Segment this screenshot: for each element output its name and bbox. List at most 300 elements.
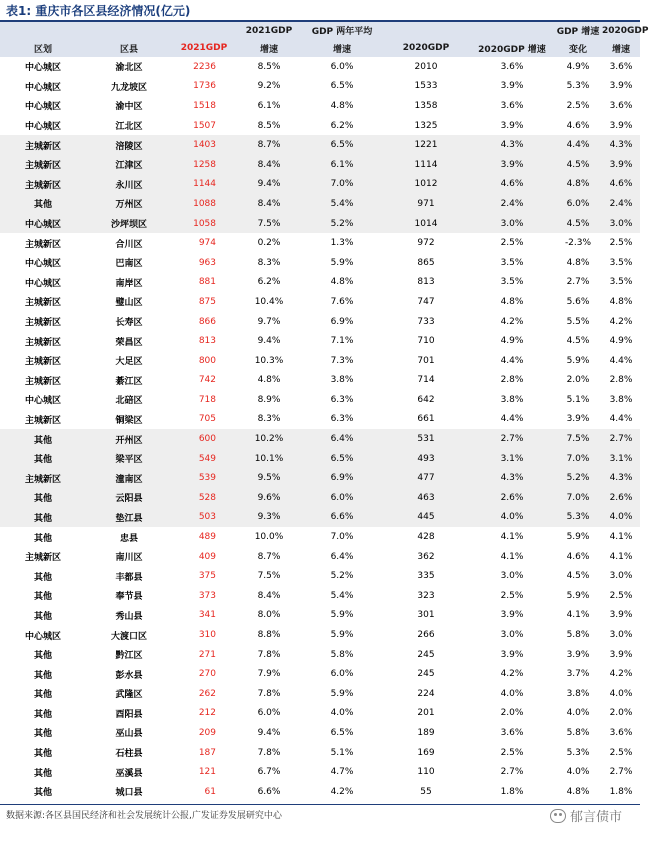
avg2y-cell: 5.4% (302, 194, 382, 214)
growth2020-cell: 4.9% (500, 336, 524, 347)
change-cell: 2.5% (566, 100, 590, 111)
growth2020-cell: 2.7% (500, 767, 524, 778)
header-growth2021: 增速 (259, 44, 278, 55)
region-cell: 其他 (33, 729, 52, 740)
region-cell: 主城新区 (24, 415, 61, 426)
g2020b-cell: 4.1% (609, 551, 633, 562)
change-cell: 5.6% (566, 296, 590, 307)
gdp2020-cell: 1014 (382, 214, 470, 234)
avg2y-cell: 6.0% (330, 61, 354, 72)
growth2020-cell: 2.5% (500, 747, 524, 758)
header-cell: 2021GDP (245, 25, 293, 36)
gdp2020-cell: 493 (382, 449, 470, 469)
growth2021-cell: 7.8% (257, 688, 281, 699)
gdp2020-cell: 2010 (414, 61, 438, 72)
change-cell: 4.8% (566, 257, 590, 268)
region-cell: 中心城区 (24, 278, 61, 289)
g2020b-cell: 3.9% (609, 610, 633, 621)
table-row (0, 410, 640, 430)
g2020b-cell: 3.0% (609, 571, 633, 582)
region-cell: 其他 (0, 449, 86, 469)
change-cell: 3.9% (566, 414, 590, 425)
table-number: 表1: (6, 4, 32, 18)
growth2021-cell: 10.2% (236, 429, 302, 449)
avg2y-cell: 3.8% (330, 375, 354, 386)
avg2y-cell: 4.2% (330, 786, 354, 797)
gdp2020-cell: 201 (417, 708, 435, 719)
g2020b-cell: 3.9% (609, 81, 633, 92)
avg2y-cell: 4.8% (330, 277, 354, 288)
growth2020-cell: 4.3% (470, 468, 554, 488)
gdp2021-cell: 718 (198, 394, 216, 405)
growth2021-cell: 8.7% (236, 135, 302, 155)
growth2020-cell: 4.4% (500, 414, 524, 425)
region-cell: 主城新区 (24, 298, 61, 309)
growth2020-cell: 4.2% (500, 669, 524, 680)
header-cell: 2020GDP (602, 25, 649, 36)
growth2020-cell: 2.4% (470, 194, 554, 214)
county-cell: 江北区 (115, 122, 143, 133)
growth2021-cell: 9.4% (257, 727, 281, 738)
gdp2021-cell: 705 (198, 414, 216, 425)
g2020b-cell: 3.8% (609, 394, 633, 405)
change-cell: 3.9% (566, 649, 590, 660)
county-cell: 忠县 (119, 533, 138, 544)
growth2021-cell: 7.5% (236, 214, 302, 234)
change-cell: 4.8% (566, 786, 590, 797)
region-cell: 主城新区 (0, 468, 86, 488)
avg2y-cell: 5.2% (302, 214, 382, 234)
growth2021-cell: 9.6% (236, 488, 302, 508)
growth2021-cell: 10.1% (236, 449, 302, 469)
gdp2021-cell: 209 (198, 727, 216, 738)
growth2020-cell: 3.9% (500, 120, 524, 131)
header-cell: GDP 两年平均 (311, 27, 373, 37)
county-cell: 秀山县 (115, 611, 143, 622)
gdp2021-cell: 800 (198, 355, 216, 366)
county-cell: 梁平区 (86, 449, 172, 469)
avg2y-cell: 5.9% (330, 257, 354, 268)
region-cell: 其他 (33, 651, 52, 662)
g2020b-cell: 2.5% (609, 590, 633, 601)
gdp2020-cell: 323 (417, 590, 435, 601)
gdp2021-cell: 1518 (193, 100, 216, 111)
region-cell: 主城新区 (24, 239, 61, 250)
change-cell: 4.5% (566, 571, 590, 582)
avg2y-cell: 7.1% (330, 336, 354, 347)
change-cell: 4.6% (566, 120, 590, 131)
change-cell: 7.0% (554, 449, 602, 469)
g2020b-cell: 4.1% (609, 532, 633, 543)
growth2021-cell: 8.9% (257, 394, 281, 405)
gdp2020-cell: 813 (417, 277, 435, 288)
growth2021-cell: 8.0% (257, 610, 281, 621)
g2020b-cell: 2.7% (609, 767, 633, 778)
region-cell: 主城新区 (0, 155, 86, 175)
g2020b-cell: 2.8% (609, 375, 633, 386)
g2020b-cell: 3.9% (609, 649, 633, 660)
gdp2020-cell: 661 (417, 414, 435, 425)
table-row (0, 449, 640, 469)
county-cell: 綦江区 (115, 376, 143, 387)
gdp2020-cell: 477 (382, 468, 470, 488)
avg2y-cell: 6.6% (302, 508, 382, 528)
region-cell: 其他 (33, 611, 52, 622)
gdp2020-cell: 266 (417, 630, 435, 641)
header-change: 变化 (568, 44, 587, 55)
growth2020-cell: 4.6% (470, 175, 554, 195)
growth2021-cell: 10.0% (254, 532, 284, 543)
gdp2020-cell: 531 (382, 429, 470, 449)
growth2020-cell: 3.0% (500, 630, 524, 641)
county-cell: 涪陵区 (86, 135, 172, 155)
county-cell: 万州区 (86, 194, 172, 214)
gdp2020-cell: 642 (417, 394, 435, 405)
gdp2021-cell: 1507 (193, 120, 216, 131)
table-row (0, 606, 640, 626)
g2020b-cell: 1.8% (609, 786, 633, 797)
header-gdp2021: 2021GDP (180, 43, 228, 53)
growth2020-cell: 2.8% (500, 375, 524, 386)
county-cell: 合川区 (115, 239, 143, 250)
county-cell: 开州区 (86, 429, 172, 449)
header-growth2020: 2020GDP 增速 (478, 44, 546, 55)
growth2021-cell: 7.9% (257, 669, 281, 680)
change-cell: 5.8% (566, 727, 590, 738)
avg2y-cell: 6.0% (302, 488, 382, 508)
g2020b-cell: 3.9% (609, 120, 633, 131)
g2020b-cell: 4.9% (609, 336, 633, 347)
g2020b-cell: 2.6% (602, 488, 640, 508)
growth2021-cell: 9.5% (236, 468, 302, 488)
change-cell: 3.8% (566, 688, 590, 699)
gdp2020-cell: 362 (417, 551, 435, 562)
change-cell: 4.0% (566, 708, 590, 719)
avg2y-cell: 6.5% (302, 449, 382, 469)
header-region: 区划 (33, 44, 52, 55)
region-cell: 中心城区 (24, 82, 61, 93)
table-row (0, 723, 640, 743)
g2020b-cell: 2.4% (602, 194, 640, 214)
change-cell: 4.5% (566, 336, 590, 347)
growth2021-cell: 8.8% (257, 630, 281, 641)
gdp2021-cell: 866 (198, 316, 216, 327)
growth2021-cell: 6.6% (257, 786, 281, 797)
table-row (0, 371, 640, 391)
growth2020-cell: 4.8% (500, 296, 524, 307)
growth2020-cell: 4.0% (500, 688, 524, 699)
change-cell: 2.0% (566, 375, 590, 386)
bottom-rule (0, 804, 640, 805)
region-cell: 主城新区 (0, 175, 86, 195)
g2020b-cell: 3.0% (602, 214, 640, 234)
region-cell: 其他 (0, 488, 86, 508)
growth2020-cell: 3.0% (470, 214, 554, 234)
growth2020-cell: 4.2% (500, 316, 524, 327)
watermark-text: 郁言债市 (569, 810, 622, 825)
growth2020-cell: 4.1% (500, 532, 524, 543)
region-cell: 其他 (33, 749, 52, 760)
county-cell: 云阳县 (86, 488, 172, 508)
region-cell: 主城新区 (24, 318, 61, 329)
gdp2020-cell: 301 (417, 610, 435, 621)
table-row (0, 429, 640, 449)
region-cell: 主城新区 (24, 337, 61, 348)
header-avg2y: 增速 (332, 44, 351, 55)
table-row (0, 704, 640, 724)
region-cell: 其他 (33, 533, 52, 544)
header-gdp2020: 2020GDP (402, 43, 450, 53)
gdp2021-cell: 212 (198, 708, 216, 719)
region-cell: 其他 (33, 690, 52, 701)
g2020b-cell: 3.1% (602, 449, 640, 469)
gdp2020-cell: 865 (417, 257, 435, 268)
region-cell: 其他 (33, 670, 52, 681)
county-cell: 南岸区 (115, 278, 143, 289)
county-cell: 铜梁区 (115, 415, 143, 426)
growth2021-cell: 10.3% (254, 355, 284, 366)
growth2021-cell: 7.8% (257, 747, 281, 758)
county-cell: 石柱县 (115, 749, 143, 760)
avg2y-cell: 7.0% (302, 175, 382, 195)
gdp2021-cell: 974 (198, 238, 216, 249)
table-row (0, 233, 640, 253)
change-cell: 2.7% (566, 277, 590, 288)
growth2021-cell: 8.5% (257, 120, 281, 131)
source-note: 数据来源:各区县国民经济和社会发展统计公报,广发证券发展研究中心 (6, 811, 282, 821)
county-cell: 璧山区 (115, 298, 143, 309)
gdp2021-cell: 270 (198, 669, 216, 680)
growth2021-cell: 4.8% (257, 375, 281, 386)
region-cell: 其他 (33, 788, 52, 799)
county-cell: 巫溪县 (115, 768, 143, 779)
avg2y-cell: 7.0% (330, 532, 354, 543)
region-cell: 其他 (0, 429, 86, 449)
gdp2020-cell: 1114 (382, 155, 470, 175)
g2020b-cell: 4.4% (609, 414, 633, 425)
change-cell: 7.0% (554, 488, 602, 508)
avg2y-cell: 6.4% (330, 551, 354, 562)
county-cell: 潼南区 (86, 468, 172, 488)
gdp2021-cell: 187 (198, 747, 216, 758)
g2020b-cell: 2.5% (609, 747, 633, 758)
table-row (0, 273, 640, 293)
avg2y-cell: 1.3% (330, 238, 354, 249)
gdp2021-cell: 375 (198, 571, 216, 582)
gdp2020-cell: 733 (417, 316, 435, 327)
county-cell: 永川区 (86, 175, 172, 195)
change-cell: 5.2% (554, 468, 602, 488)
growth2021-cell: 8.5% (257, 61, 281, 72)
growth2020-cell: 3.8% (500, 394, 524, 405)
avg2y-cell: 7.6% (330, 296, 354, 307)
g2020b-cell: 4.2% (609, 316, 633, 327)
gdp2020-cell: 445 (382, 508, 470, 528)
growth2020-cell: 3.6% (500, 100, 524, 111)
county-cell: 荣昌区 (115, 337, 143, 348)
gdp2020-cell: 110 (417, 767, 435, 778)
gdp2021-cell: 1144 (172, 175, 236, 195)
growth2021-cell: 9.4% (236, 175, 302, 195)
gdp2021-cell: 1258 (172, 155, 236, 175)
growth2021-cell: 8.4% (236, 155, 302, 175)
growth2021-cell: 6.1% (257, 100, 281, 111)
header-cell (86, 22, 172, 39)
change-cell: 5.9% (566, 355, 590, 366)
table-row (0, 508, 640, 528)
table-row (0, 214, 640, 234)
gdp2021-cell: 409 (198, 551, 216, 562)
g2020b-cell: 2.7% (602, 429, 640, 449)
gdp2020-cell: 1221 (382, 135, 470, 155)
gdp2020-cell: 245 (417, 649, 435, 660)
change-cell: 4.8% (554, 175, 602, 195)
gdp2021-cell: 539 (172, 468, 236, 488)
county-cell: 武隆区 (115, 690, 143, 701)
county-cell: 垫江县 (86, 508, 172, 528)
gdp2020-cell: 747 (417, 296, 435, 307)
gdp2021-cell: 489 (198, 532, 216, 543)
region-cell: 其他 (33, 768, 52, 779)
table-row (0, 331, 640, 351)
change-cell: 3.7% (566, 669, 590, 680)
change-cell: 5.1% (566, 394, 590, 405)
gdp2021-cell: 549 (172, 449, 236, 469)
g2020b-cell: 3.6% (609, 727, 633, 738)
table-row (0, 488, 640, 508)
gdp2020-cell: 463 (382, 488, 470, 508)
growth2020-cell: 2.6% (470, 488, 554, 508)
growth2020-cell: 3.9% (500, 81, 524, 92)
growth2021-cell: 6.7% (257, 767, 281, 778)
wechat-icon (550, 809, 566, 823)
gdp2021-cell: 742 (198, 375, 216, 386)
region-cell: 主城新区 (24, 376, 61, 387)
county-cell: 城口县 (115, 788, 143, 799)
avg2y-cell: 6.5% (302, 135, 382, 155)
table-row (0, 664, 640, 684)
region-cell: 主城新区 (24, 357, 61, 368)
region-cell: 其他 (33, 592, 52, 603)
growth2021-cell: 0.2% (257, 238, 281, 249)
gdp2021-cell: 528 (172, 488, 236, 508)
avg2y-cell: 6.9% (302, 468, 382, 488)
table-row (0, 527, 640, 547)
gdp2021-cell: 875 (198, 296, 216, 307)
growth2020-cell: 3.5% (500, 277, 524, 288)
gdp2021-cell: 503 (172, 508, 236, 528)
growth2020-cell: 2.0% (500, 708, 524, 719)
change-cell: 5.3% (554, 508, 602, 528)
growth2021-cell: 10.4% (254, 296, 284, 307)
avg2y-cell: 5.9% (330, 688, 354, 699)
gdp-table (0, 22, 649, 802)
g2020b-cell: 4.3% (602, 468, 640, 488)
g2020b-cell: 2.0% (609, 708, 633, 719)
growth2020-cell: 3.6% (500, 727, 524, 738)
growth2020-cell: 2.7% (470, 429, 554, 449)
region-cell: 中心城区 (24, 63, 61, 74)
county-cell: 丰都县 (115, 572, 143, 583)
gdp2020-cell: 189 (417, 727, 435, 738)
gdp2021-cell: 310 (198, 630, 216, 641)
region-cell: 其他 (0, 508, 86, 528)
avg2y-cell: 6.3% (330, 414, 354, 425)
region-cell: 其他 (33, 709, 52, 720)
county-cell: 大渡口区 (110, 631, 147, 642)
gdp2021-cell: 61 (204, 786, 216, 797)
growth2020-cell: 4.0% (470, 508, 554, 528)
gdp2020-cell: 972 (417, 238, 435, 249)
g2020b-cell: 4.2% (609, 669, 633, 680)
gdp2021-cell: 600 (172, 429, 236, 449)
change-cell: 4.1% (566, 610, 590, 621)
header-cell: GDP 增速 (556, 27, 600, 37)
table-row (0, 292, 640, 312)
header-cell (382, 22, 470, 39)
growth2021-cell: 7.5% (257, 571, 281, 582)
g2020b-cell: 2.5% (609, 238, 633, 249)
change-cell: 4.4% (554, 135, 602, 155)
gdp2020-cell: 1012 (382, 175, 470, 195)
growth2020-cell: 3.9% (470, 155, 554, 175)
growth2021-cell: 6.0% (257, 708, 281, 719)
table-title (6, 2, 190, 20)
gdp2020-cell: 1358 (414, 100, 438, 111)
avg2y-cell: 6.5% (330, 727, 354, 738)
gdp2020-cell: 245 (417, 669, 435, 680)
change-cell: 4.5% (554, 155, 602, 175)
avg2y-cell: 5.8% (330, 649, 354, 660)
g2020b-cell: 4.3% (602, 135, 640, 155)
growth2020-cell: 4.4% (500, 355, 524, 366)
growth2021-cell: 9.2% (257, 81, 281, 92)
county-cell: 彭水县 (115, 670, 143, 681)
region-cell: 中心城区 (24, 102, 61, 113)
county-cell: 酉阳县 (115, 709, 143, 720)
growth2021-cell: 6.2% (257, 277, 281, 288)
avg2y-cell: 5.2% (330, 571, 354, 582)
gdp2020-cell: 971 (382, 194, 470, 214)
table-row (0, 743, 640, 763)
growth2021-cell: 8.3% (257, 414, 281, 425)
avg2y-cell: 6.5% (330, 81, 354, 92)
region-cell: 主城新区 (0, 135, 86, 155)
region-cell: 中心城区 (24, 631, 61, 642)
table-row (0, 645, 640, 665)
table-row (0, 547, 640, 567)
growth2021-cell: 7.8% (257, 649, 281, 660)
county-cell: 巴南区 (115, 259, 143, 270)
avg2y-cell: 5.4% (330, 590, 354, 601)
change-cell: 4.6% (566, 551, 590, 562)
gdp2021-cell: 121 (198, 767, 216, 778)
avg2y-cell: 5.9% (330, 610, 354, 621)
county-cell: 巫山县 (115, 729, 143, 740)
gdp2021-cell: 2236 (193, 61, 216, 72)
gdp2020-cell: 714 (417, 375, 435, 386)
growth2020-cell: 4.3% (470, 135, 554, 155)
g2020b-cell: 3.5% (609, 257, 633, 268)
growth2020-cell: 3.6% (500, 61, 524, 72)
table-row (0, 566, 640, 586)
gdp2020-cell: 701 (417, 355, 435, 366)
header-cell (0, 22, 86, 39)
county-cell: 北碚区 (115, 396, 143, 407)
avg2y-cell: 7.3% (330, 355, 354, 366)
county-cell: 黔江区 (115, 651, 143, 662)
table-row (0, 77, 640, 97)
